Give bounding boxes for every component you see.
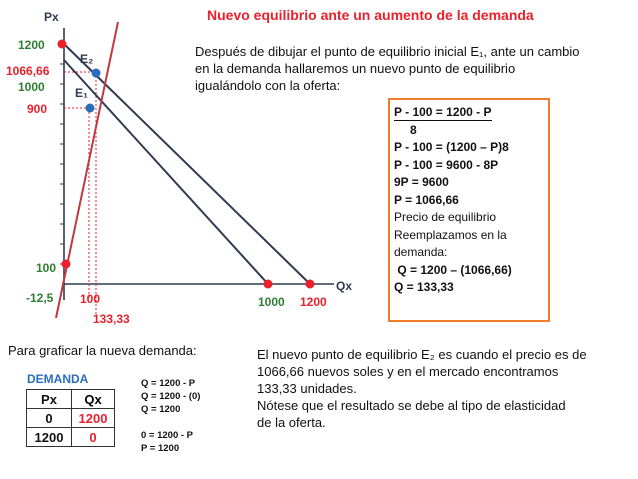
table-header: Qx <box>72 390 115 409</box>
fraction-numerator: P - 100 = 1200 - P <box>394 105 492 119</box>
table-header: Px <box>27 390 72 409</box>
label-pneg: -12,5 <box>26 291 54 305</box>
table-cell: 1200 <box>27 428 72 447</box>
equation-line: Q = 1200 - P <box>141 378 196 389</box>
label-e1: E₁ <box>75 86 88 100</box>
intro-line: igualándolo con la oferta: <box>195 78 341 93</box>
fraction-denominator: 8 <box>410 122 417 137</box>
calculation-box <box>388 98 550 322</box>
label-p1000: 1000 <box>18 80 45 94</box>
label-p1200: 1200 <box>18 38 45 52</box>
table-cell: 0 <box>27 409 72 428</box>
equation-line: 0 = 1200 - P <box>141 430 194 441</box>
table-row <box>27 428 115 447</box>
conclusion-line: El nuevo punto de equilibrio E₂ es cuando el precio es de <box>257 347 587 362</box>
graficar-label: Para graficar la nueva demanda: <box>8 343 197 358</box>
calc-note: demanda: <box>394 245 448 259</box>
demand-table <box>26 389 115 447</box>
calc-line: P - 100 = (1200 – P)8 <box>394 140 509 154</box>
conclusion-line: de la oferta. <box>257 415 326 430</box>
demand-table-title: DEMANDA <box>27 372 89 386</box>
intro-text <box>195 43 625 94</box>
calc-line: P - 100 = 9600 - 8P <box>394 157 499 172</box>
point-q1000 <box>264 280 273 289</box>
page-title: Nuevo equilibrio ante un aumento de la demanda <box>207 7 534 23</box>
calc-note: Precio de equilibrio <box>394 210 497 224</box>
table-cell: 1200 <box>72 409 115 428</box>
conclusion-line: 1066,66 nuevos soles y en el mercado encontramos <box>257 364 559 379</box>
point-e2 <box>92 69 101 78</box>
label-q1000: 1000 <box>258 295 285 309</box>
label-p100: 100 <box>36 261 57 275</box>
calc-q-line: Q = 133,33 <box>394 280 454 294</box>
point-q1200 <box>306 280 315 289</box>
point-p100 <box>62 260 71 269</box>
x-axis-label: Qx <box>336 279 353 293</box>
demand-equations <box>141 377 200 455</box>
conclusion-text <box>257 346 632 431</box>
label-q100: 100 <box>80 292 101 306</box>
intro-line: Después de dibujar el punto de equilibrio inicial E₁, ante un cambio <box>195 44 580 59</box>
calc-note: Reemplazamos en la <box>394 227 507 242</box>
conclusion-line: Nótese que el resultado se debe al tipo de elasticidad <box>257 398 566 413</box>
label-q1200: 1200 <box>300 295 327 309</box>
label-p900: 900 <box>27 102 48 116</box>
point-p1200 <box>58 40 67 49</box>
table-cell: 0 <box>72 428 115 447</box>
conclusion-line: 133,33 unidades. <box>257 381 357 396</box>
table-row <box>27 390 115 409</box>
point-e1 <box>86 104 95 113</box>
label-q133: 133,33 <box>93 312 130 326</box>
calc-line: P = 1066,66 <box>394 192 459 207</box>
equation-line: Q = 1200 <box>141 404 181 415</box>
equation-line <box>141 416 200 429</box>
table-row <box>27 409 115 428</box>
label-p1066: 1066,66 <box>6 64 50 78</box>
label-e2: E₂ <box>80 52 94 66</box>
calc-line: 9P = 9600 <box>394 175 449 189</box>
equation-line: Q = 1200 - (0) <box>141 391 201 402</box>
equation-line: P = 1200 <box>141 443 180 454</box>
y-axis-label: Px <box>44 10 59 24</box>
calc-q-line: Q = 1200 – (1066,66) <box>394 262 512 277</box>
intro-line: en la demanda hallaremos un nuevo punto de equilibrio <box>195 61 516 76</box>
